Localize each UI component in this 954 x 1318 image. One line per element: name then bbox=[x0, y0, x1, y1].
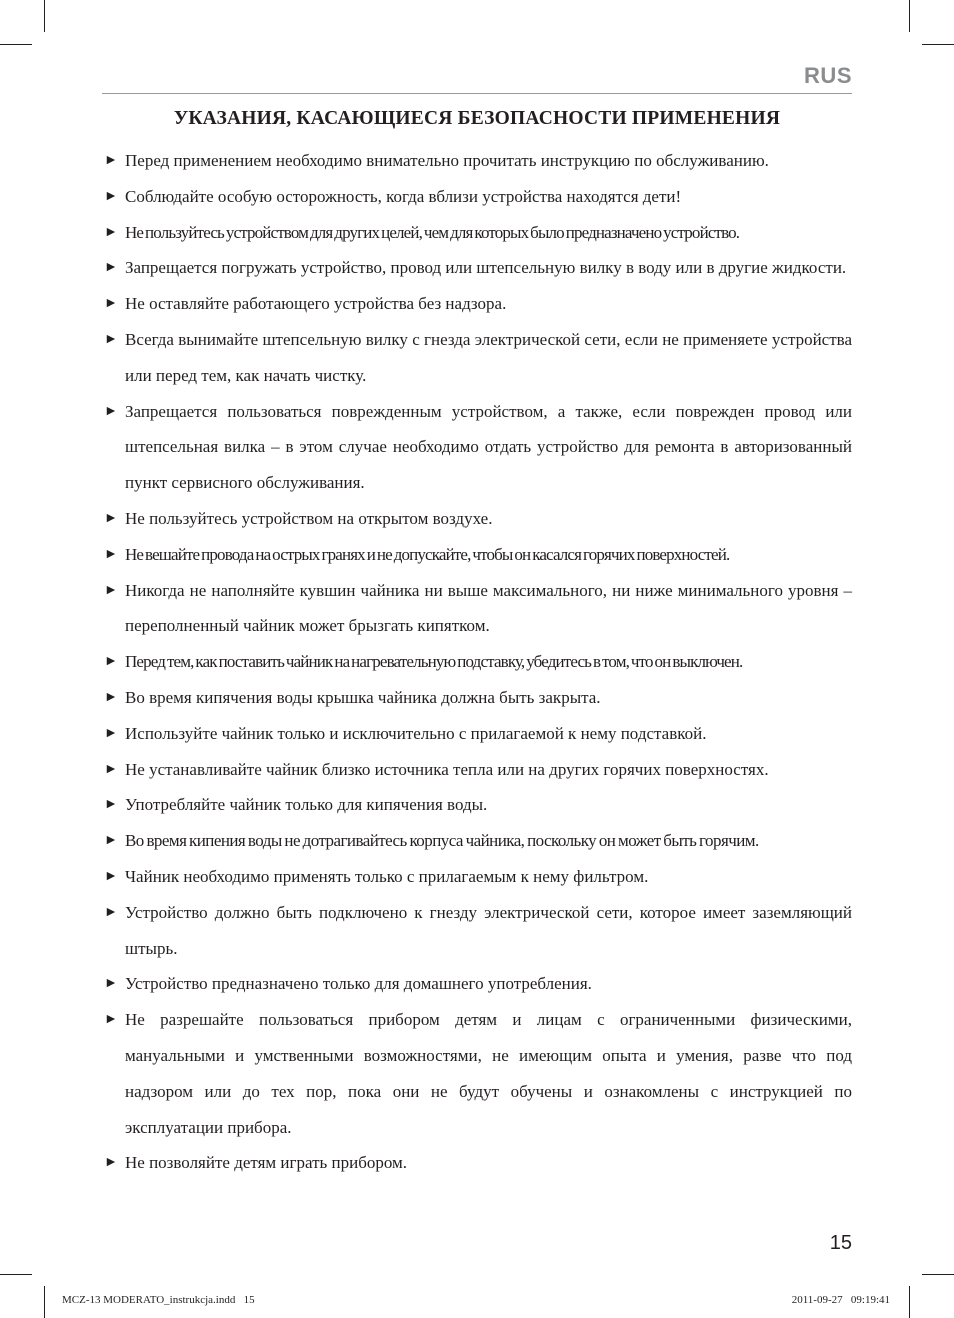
list-item-text: Во время кипячения воды крышка чайника должна быть закрыта. bbox=[125, 687, 601, 707]
bullet-arrow-icon: ► bbox=[104, 331, 118, 347]
list-item bbox=[102, 895, 852, 967]
list-item bbox=[102, 215, 852, 251]
list-item bbox=[102, 1145, 852, 1181]
bullet-arrow-icon: ► bbox=[104, 868, 118, 884]
list-item bbox=[102, 573, 852, 645]
bullet-arrow-icon: ► bbox=[104, 1012, 118, 1028]
list-item-text: Соблюдайте особую осторожность, когда вблизи устройства находятся дети! bbox=[125, 186, 682, 206]
list-item-text: Не вешайте провода на острых гранях и не допускайте, чтобы он касался горячих поверхностей. bbox=[125, 544, 730, 564]
list-item-text: Перед применением необходимо внимательно прочитать инструкцию по обслуживанию. bbox=[125, 151, 769, 170]
bullet-arrow-icon: ► bbox=[104, 188, 118, 204]
list-item bbox=[102, 394, 852, 501]
bullet-arrow-icon: ► bbox=[104, 296, 118, 312]
print-slug-filename: MCZ-13 MODERATO_instrukcja.indd 15 bbox=[62, 1294, 255, 1306]
list-item-text: Не позволяйте детям играть прибором. bbox=[125, 1153, 408, 1173]
bullet-arrow-icon: ► bbox=[104, 725, 118, 741]
list-item-text: Устройство должно быть подключено к гнезду электрической сети, которое имеет заземляющий штырь. bbox=[125, 902, 852, 958]
list-item-text: Всегда вынимайте штепсельную вилку с гнезда электрической сети, если не применяете устройства или перед тем, как начать чистку. bbox=[125, 329, 852, 385]
bullet-arrow-icon: ► bbox=[104, 976, 118, 992]
list-item-text: Во время кипения воды не дотрагивайтесь корпуса чайника, поскольку он может быть горячим. bbox=[125, 831, 759, 851]
list-item bbox=[102, 286, 852, 322]
list-item bbox=[102, 644, 852, 680]
bullet-arrow-icon: ► bbox=[104, 153, 118, 168]
bullet-arrow-icon: ► bbox=[104, 689, 118, 705]
crop-mark bbox=[44, 0, 45, 32]
crop-mark bbox=[909, 1286, 910, 1318]
crop-mark bbox=[0, 44, 32, 45]
list-item bbox=[102, 537, 852, 573]
list-item bbox=[102, 752, 852, 788]
list-item-text: Не пользуйтесь устройством на открытом воздухе. bbox=[125, 508, 493, 528]
crop-mark bbox=[0, 1274, 32, 1275]
bullet-arrow-icon: ► bbox=[104, 654, 118, 670]
list-item bbox=[102, 501, 852, 537]
language-label: RUS bbox=[804, 63, 852, 88]
header-rule bbox=[102, 93, 852, 94]
list-item bbox=[102, 250, 852, 286]
list-item-text: Не пользуйтесь устройством для других целей, чем для которых было предназначено устройство. bbox=[125, 222, 740, 242]
bullet-arrow-icon: ► bbox=[104, 224, 118, 240]
list-item-text: Запрещается пользоваться поврежденным устройством, а также, если поврежден провод или штепсельная вилка – в этом случае необходимо отдать устройство для ремонта в авторизованный пункт сервисного обслуживания. bbox=[125, 401, 852, 493]
list-item bbox=[102, 966, 852, 1002]
bullet-arrow-icon: ► bbox=[104, 546, 118, 562]
list-item bbox=[102, 680, 852, 716]
list-item-text: Запрещается погружать устройство, провод или штепсельную вилку в воду или в другие жидкости. bbox=[125, 258, 847, 278]
print-slug-timestamp: 2011-09-27 09:19:41 bbox=[791, 1294, 890, 1306]
list-item bbox=[102, 823, 852, 859]
list-item bbox=[102, 787, 852, 823]
crop-mark bbox=[44, 1286, 45, 1318]
list-item bbox=[102, 716, 852, 752]
list-item bbox=[102, 322, 852, 394]
list-item bbox=[102, 1002, 852, 1145]
bullet-arrow-icon: ► bbox=[104, 833, 118, 849]
bullet-arrow-icon: ► bbox=[104, 1155, 118, 1171]
crop-mark bbox=[922, 44, 954, 45]
bullet-arrow-icon: ► bbox=[104, 260, 118, 276]
safety-list bbox=[102, 143, 852, 1181]
page-number: 15 bbox=[829, 1232, 852, 1254]
bullet-arrow-icon: ► bbox=[104, 510, 118, 526]
list-item bbox=[102, 179, 852, 215]
bullet-arrow-icon: ► bbox=[104, 797, 118, 813]
list-item-text: Чайник необходимо применять только с прилагаемым к нему фильтром. bbox=[125, 866, 649, 886]
list-item bbox=[102, 859, 852, 895]
list-item-text: Перед тем, как поставить чайник на нагревательную подставку, убедитесь в том, что он выключен. bbox=[125, 652, 743, 672]
list-item-text: Не оставляйте работающего устройства без надзора. bbox=[125, 294, 507, 314]
list-item-text: Устройство предназначено только для домашнего употребления. bbox=[125, 974, 592, 994]
section-title: УКАЗАНИЯ, КАСАЮЩИЕСЯ БЕЗОПАСНОСТИ ПРИМЕНЕНИЯ bbox=[173, 108, 781, 129]
crop-mark bbox=[909, 0, 910, 32]
bullet-arrow-icon: ► bbox=[104, 403, 118, 419]
list-item-text: Не устанавливайте чайник близко источника тепла или на других горячих поверхностях. bbox=[125, 759, 769, 779]
list-item-text: Никогда не наполняйте кувшин чайника ни выше максимального, ни ниже минимального уровня – переполненный чайник может брызгать кипятком. bbox=[125, 580, 852, 636]
bullet-arrow-icon: ► bbox=[104, 761, 118, 777]
crop-mark bbox=[922, 1274, 954, 1275]
bullet-arrow-icon: ► bbox=[104, 904, 118, 920]
list-item-text: Употребляйте чайник только для кипячения воды. bbox=[125, 795, 488, 815]
list-item bbox=[102, 143, 852, 179]
list-item-text: Используйте чайник только и исключительно с прилагаемой к нему подставкой. bbox=[125, 723, 707, 743]
list-item-text: Не разрешайте пользоваться прибором детям и лицам с ограниченными физическими, мануальными и умственными возможностями, не имеющим опыта и умения, разве что под надзором или до тех пор, пока они не будут обучены и ознакомлены с инструкцией по эксплуатации прибора. bbox=[125, 1010, 852, 1137]
bullet-arrow-icon: ► bbox=[104, 582, 118, 598]
